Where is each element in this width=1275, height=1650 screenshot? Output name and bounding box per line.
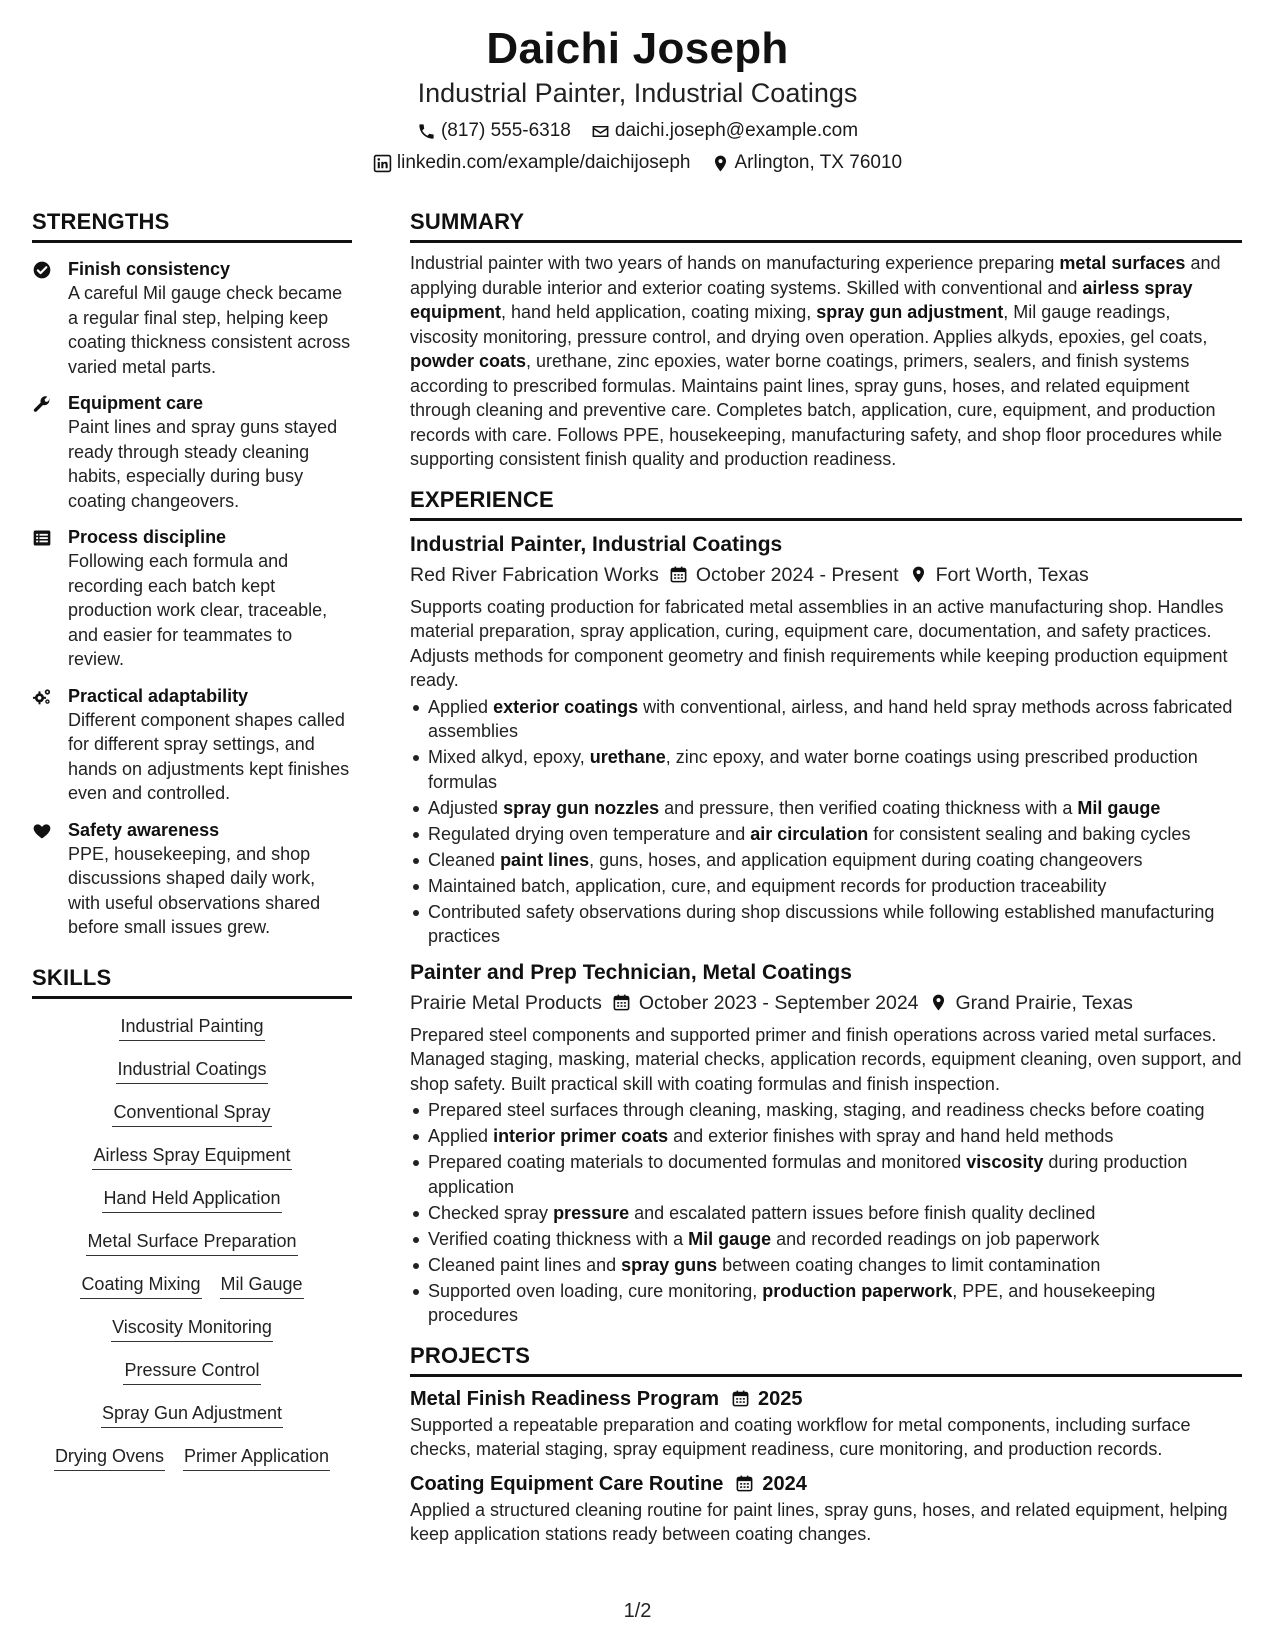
- wrench-icon: [32, 394, 52, 414]
- strength-title: Practical adaptability: [68, 685, 249, 706]
- skill-tag: Metal Surface Preparation: [86, 1228, 297, 1256]
- bold-keyword: Mil gauge: [1077, 797, 1161, 818]
- text-segment: and applying durable interior and exterior coating systems. Skilled with conventional and: [410, 253, 1221, 298]
- text-segment: Cleaned: [428, 849, 501, 870]
- strength-item: [32, 684, 352, 806]
- bullet-item: [410, 874, 1242, 899]
- year-text: 2024: [762, 1472, 807, 1495]
- job-title: Industrial Painter, Industrial Coatings: [410, 532, 783, 556]
- strength-text: [68, 525, 352, 672]
- job-entry: [410, 531, 1242, 949]
- skill-row: [32, 1271, 352, 1299]
- project-description: Supported a repeatable preparation and coating workflow for metal components, including surface checks, material staging, spray equipment readiness, cure monitoring, and production records.: [410, 1414, 1191, 1459]
- skill-tag: Viscosity Monitoring: [111, 1314, 273, 1342]
- skill-tag: Mil Gauge: [220, 1271, 304, 1299]
- summary-heading: SUMMARY: [410, 208, 1242, 243]
- text-segment: and pressure, then verified coating thickness with a: [659, 797, 1078, 818]
- calendar-icon: [731, 1389, 750, 1408]
- bullet-item: [410, 900, 1242, 949]
- strength-icon-wrap: [32, 391, 54, 513]
- skill-row: [32, 1099, 352, 1127]
- summary-text: [410, 251, 1242, 472]
- company-name: Prairie Metal Products: [410, 991, 602, 1014]
- job-dates: [669, 561, 899, 589]
- contact-phone[interactable]: [417, 118, 571, 144]
- text-segment: Prepared steel surfaces through cleaning, masking, staging, and readiness checks before coating: [428, 1100, 1205, 1120]
- skill-row: [32, 1400, 352, 1428]
- bold-keyword: paint lines: [500, 849, 590, 870]
- skill-row: [32, 1142, 352, 1170]
- contact-linkedin[interactable]: [373, 150, 691, 176]
- strength-item: [32, 525, 352, 672]
- phone-icon: [417, 122, 436, 141]
- skill-tag: Airless Spray Equipment: [92, 1142, 291, 1170]
- dates-text: October 2023 - September 2024: [638, 991, 919, 1014]
- phone-text: (817) 555-6318: [440, 120, 571, 141]
- job-meta: [410, 561, 1242, 589]
- text-segment: and recorded readings on job paperwork: [771, 1228, 1100, 1249]
- resume-header: [0, 22, 1275, 176]
- skill-tag: Hand Held Application: [102, 1185, 281, 1213]
- bullet-item: [410, 1201, 1242, 1226]
- skill-row: [32, 1357, 352, 1385]
- project-header: [410, 1470, 1242, 1498]
- bold-keyword: Mil gauge: [688, 1228, 772, 1249]
- strength-icon-wrap: [32, 257, 54, 379]
- text-segment: Contributed safety observations during shop discussions while following established manufacturing practices: [428, 901, 1215, 946]
- project-description: Applied a structured cleaning routine for paint lines, spray guns, hoses, and related equipment, helping keep application stations ready between coating changes.: [410, 1499, 1228, 1544]
- strength-text: [68, 391, 352, 513]
- text-segment: , Mil gauge readings, viscosity monitoring, pressure control, and drying oven operation. Applies alkyds, epoxies, gel coats,: [410, 302, 1208, 347]
- strength-desc: PPE, housekeeping, and shop discussions shaped daily work, with useful observations shared before small issues grew.: [68, 843, 321, 937]
- project-entry: [410, 1385, 1242, 1462]
- bold-keyword: urethane: [589, 747, 666, 767]
- strength-icon-wrap: [32, 818, 54, 940]
- strength-item: [32, 818, 352, 940]
- strength-item: [32, 391, 352, 513]
- strength-title: Finish consistency: [68, 259, 231, 279]
- text-segment: between coating changes to limit contamination: [717, 1254, 1101, 1275]
- gears-icon: [32, 687, 52, 707]
- calendar-icon: [735, 1474, 754, 1493]
- bold-keyword: airless spray equipment: [410, 277, 1193, 322]
- dates-text: October 2024 - Present: [695, 563, 899, 586]
- project-entry: [410, 1470, 1242, 1547]
- project-year: [735, 1470, 807, 1498]
- skill-tag: Primer Application: [183, 1443, 330, 1471]
- strengths-heading: STRENGTHS: [32, 208, 352, 243]
- job-location: [909, 561, 1089, 589]
- bold-keyword: spray guns: [621, 1254, 718, 1275]
- project-year: [731, 1385, 803, 1413]
- bullet-item: [410, 848, 1242, 873]
- text-segment: Industrial painter with two years of hands on manufacturing experience preparing: [410, 253, 1060, 273]
- contact-location: [711, 150, 903, 176]
- check-circle-icon: [32, 260, 52, 280]
- bold-keyword: air circulation: [750, 823, 869, 844]
- text-segment: Supported oven loading, cure monitoring,: [428, 1280, 763, 1301]
- strength-desc: Following each formula and recording each batch kept production work clear, traceable, and easier for teammates to review.: [68, 551, 328, 669]
- left-column: [32, 208, 352, 1486]
- bullet-item: [410, 1253, 1242, 1278]
- strength-text: [68, 818, 352, 940]
- bullet-item: [410, 796, 1242, 821]
- strength-title: Process discipline: [68, 527, 227, 547]
- skill-row: [32, 1314, 352, 1342]
- linkedin-icon: [373, 154, 392, 173]
- bold-keyword: powder coats: [410, 351, 527, 371]
- bullet-item: [410, 822, 1242, 847]
- job-description: Supports coating production for fabricated metal assemblies in an active manufacturing shop. Handles material preparation, spray application, curing, equipment care, documentation, and safety practices. Adjusts methods for component geometry and finish requirements while keeping production equipment ready.: [410, 596, 1228, 690]
- text-segment: and escalated pattern issues before finish quality declined: [629, 1202, 1096, 1223]
- page-number: 1/2: [623, 1600, 652, 1622]
- bold-keyword: metal surfaces: [1059, 253, 1186, 273]
- email-text: daichi.joseph@example.com: [614, 120, 859, 141]
- project-header: [410, 1385, 1242, 1413]
- envelope-icon: [591, 122, 610, 141]
- text-segment: Adjusted: [428, 797, 504, 818]
- bullet-item: [410, 1124, 1242, 1149]
- bold-keyword: pressure: [553, 1202, 630, 1223]
- text-segment: Applied: [428, 1126, 494, 1146]
- skill-row: [32, 1185, 352, 1213]
- job-meta: [410, 989, 1242, 1017]
- job-dates: [612, 989, 919, 1017]
- skill-tag: Industrial Coatings: [116, 1056, 267, 1084]
- bold-keyword: exterior coatings: [493, 696, 639, 717]
- experience-list: [410, 531, 1242, 1328]
- bullet-item: [410, 1150, 1242, 1199]
- text-segment: , zinc epoxy, and water borne coatings using prescribed production formulas: [428, 747, 1198, 792]
- strength-title: Safety awareness: [68, 819, 220, 840]
- strength-desc: Different component shapes called for different spray settings, and hands on adjustments kept finishes even and controlled.: [68, 709, 350, 803]
- contact-row-2: [0, 150, 1275, 176]
- skill-tag: Drying Ovens: [54, 1443, 165, 1471]
- bold-keyword: production paperwork: [762, 1280, 953, 1301]
- strength-item: [32, 257, 352, 379]
- bold-keyword: viscosity: [966, 1152, 1044, 1172]
- job-location: [929, 989, 1133, 1017]
- project-title: Coating Equipment Care Routine: [410, 1472, 724, 1495]
- job-bullets: [410, 695, 1242, 949]
- bold-keyword: interior primer coats: [493, 1126, 669, 1146]
- skills-list: [32, 1013, 352, 1471]
- text-segment: Verified coating thickness with a: [428, 1228, 689, 1249]
- skill-tag: Pressure Control: [123, 1357, 260, 1385]
- right-column: [410, 208, 1242, 1547]
- text-segment: , hand held application, coating mixing,: [501, 302, 817, 322]
- project-title: Metal Finish Readiness Program: [410, 1387, 719, 1410]
- map-pin-icon: [929, 993, 948, 1012]
- skill-row: [32, 1013, 352, 1041]
- job-description: Prepared steel components and supported primer and finish operations across varied metal surfaces. Managed staging, masking, material checks, application records, equipment cleaning, oven support, and shop safety. Built practical skill with coating formulas and finish inspection.: [410, 1024, 1242, 1094]
- skills-heading: SKILLS: [32, 964, 352, 999]
- job-entry: [410, 959, 1242, 1328]
- projects-heading: PROJECTS: [410, 1342, 1242, 1377]
- text-segment: , PPE, and housekeeping procedures: [428, 1280, 1156, 1325]
- map-pin-icon: [711, 154, 730, 173]
- linkedin-text: linkedin.com/example/daichijoseph: [396, 152, 691, 173]
- bullet-item: [410, 1279, 1242, 1328]
- strength-icon-wrap: [32, 525, 54, 672]
- calendar-icon: [669, 565, 688, 584]
- location-text: Grand Prairie, Texas: [955, 991, 1133, 1014]
- bullet-item: [410, 695, 1242, 744]
- contact-row-1: [0, 118, 1275, 144]
- candidate-name: Daichi Joseph: [486, 24, 789, 73]
- strength-desc: A careful Mil gauge check became a regular final step, helping keep coating thickness consistent across varied metal parts.: [68, 283, 351, 377]
- candidate-headline: Industrial Painter, Industrial Coatings: [417, 78, 858, 108]
- bold-keyword: spray gun adjustment: [816, 302, 1004, 322]
- text-segment: Applied: [428, 696, 494, 717]
- strength-icon-wrap: [32, 684, 54, 806]
- contact-email[interactable]: [591, 118, 858, 144]
- skill-tag: Coating Mixing: [80, 1271, 201, 1299]
- text-segment: and exterior finishes with spray and hand held methods: [668, 1126, 1114, 1146]
- skill-row: [32, 1443, 352, 1471]
- text-segment: Cleaned paint lines and: [428, 1254, 622, 1275]
- text-segment: Mixed alkyd, epoxy,: [428, 747, 590, 767]
- company-name: Red River Fabrication Works: [410, 563, 659, 586]
- location-text: Fort Worth, Texas: [935, 563, 1089, 586]
- map-pin-icon: [909, 565, 928, 584]
- location-text: Arlington, TX 76010: [734, 152, 903, 173]
- text-segment: Maintained batch, application, cure, and equipment records for production traceability: [428, 875, 1107, 896]
- text-segment: Regulated drying oven temperature and: [428, 823, 751, 844]
- text-segment: for consistent sealing and baking cycles: [868, 823, 1191, 844]
- experience-heading: EXPERIENCE: [410, 486, 1242, 521]
- projects-list: [410, 1385, 1242, 1547]
- skill-tag: Conventional Spray: [112, 1099, 271, 1127]
- text-segment: , urethane, zinc epoxies, water borne coatings, primers, sealers, and finish systems according to prescribed formulas. Maintains paint lines, spray guns, hoses, and related equipment through cleaning and preventive care. Completes batch, application, cure, equipment, and production records with care. Follows PPE, housekeeping, manufacturing safety, and shop floor procedures while supporting consistent finish quality and production readiness.: [410, 351, 1223, 469]
- skill-row: [32, 1056, 352, 1084]
- text-segment: Checked spray: [428, 1202, 554, 1223]
- bold-keyword: spray gun nozzles: [503, 797, 660, 818]
- text-segment: Prepared coating materials to documented formulas and monitored: [428, 1152, 967, 1172]
- text-segment: , guns, hoses, and application equipment during coating changeovers: [589, 849, 1143, 870]
- job-title: Painter and Prep Technician, Metal Coatings: [410, 960, 852, 984]
- skill-tag: Spray Gun Adjustment: [101, 1400, 283, 1428]
- strength-text: [68, 257, 352, 379]
- bullet-item: [410, 1098, 1242, 1123]
- skill-row: [32, 1228, 352, 1256]
- year-text: 2025: [757, 1387, 803, 1410]
- bullet-item: [410, 745, 1242, 794]
- calendar-icon: [612, 993, 631, 1012]
- strengths-list: [32, 257, 352, 940]
- strength-text: [68, 684, 352, 806]
- strength-desc: Paint lines and spray guns stayed ready through steady cleaning habits, especially during busy coating changeovers.: [68, 417, 338, 511]
- bullet-item: [410, 1227, 1242, 1252]
- text-segment: with conventional, airless, and hand held spray methods across fabricated assemblies: [428, 696, 1233, 741]
- list-icon: [32, 528, 52, 548]
- strength-title: Equipment care: [68, 393, 204, 413]
- heart-icon: [32, 821, 52, 841]
- job-bullets: [410, 1098, 1242, 1328]
- skill-tag: Industrial Painting: [119, 1013, 264, 1041]
- text-segment: during production application: [428, 1152, 1188, 1197]
